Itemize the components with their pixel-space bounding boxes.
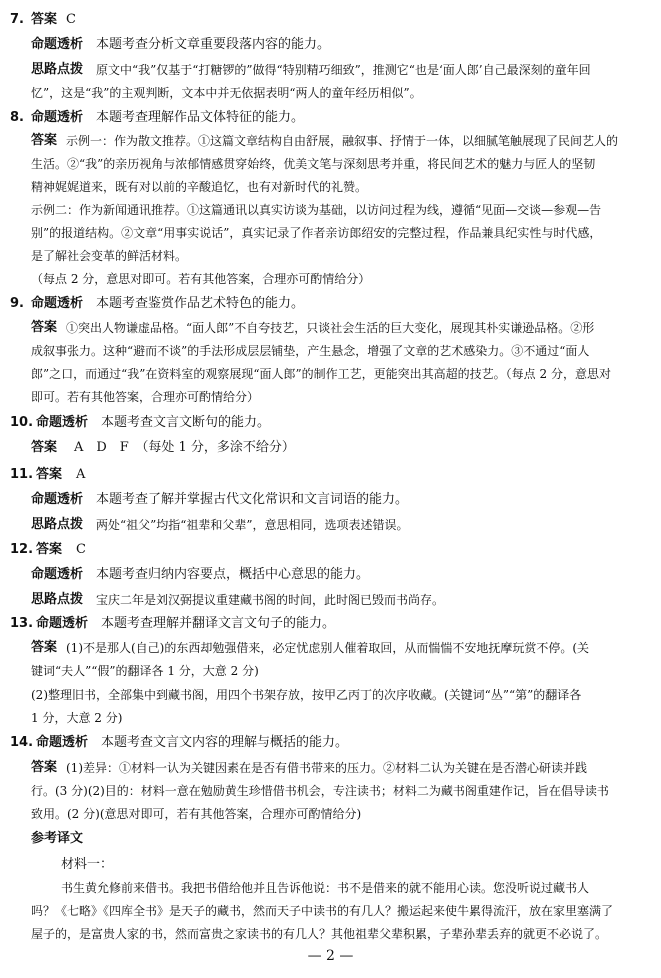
q10-number: 10.: [10, 415, 34, 430]
q14-analysis-text: 本题考查文言文内容的理解与概括的能力。: [101, 735, 349, 750]
q10-analysis-label: 命题透析: [36, 415, 89, 430]
q12-answer-text: C: [76, 542, 86, 557]
q7-hint-text: 原文中“我”仅基于“打糖锣的”做得“特别精巧细致”，推测它“也是‘面人郎’自己最深刻的童年回: [96, 63, 591, 77]
q10-answer-text: A D F （每处 1 分，多涂不给分）: [74, 440, 295, 455]
q8-analysis-text: 本题考查理解作品文体特征的能力。: [96, 110, 305, 125]
page-number: — 2 —: [307, 948, 354, 964]
q7-analysis-label: 命题透析: [31, 37, 84, 52]
q14-answer-label: 答案: [31, 760, 58, 775]
reference-translation-label: 参考译文: [31, 831, 84, 846]
q9-number: 9.: [10, 296, 24, 311]
q7-answer-label: 答案: [31, 12, 58, 27]
q11-analysis-label: 命题透析: [31, 492, 84, 507]
q8-answer-label: 答案: [31, 133, 58, 148]
q10-answer-label: 答案: [31, 440, 58, 455]
q10-analysis-text: 本题考查文言文断句的能力。: [101, 415, 271, 430]
q8-answer-text: 示例一：作为散文推荐。①这篇文章结构自由舒展，融叙事、抒情于一体，以细腻笔触展现了民间艺人的: [66, 134, 619, 148]
q11-analysis-text: 本题考查了解并掌握古代文化常识和文言词语的能力。: [96, 492, 409, 507]
q14-analysis-label: 命题透析: [36, 735, 89, 750]
q14-answer-text: (1)差异：①材料一认为关键因素在是否有借书带来的压力。②材料二认为关键在是否潜心研读并践: [66, 761, 588, 775]
q11-answer-label: 答案: [36, 467, 63, 482]
q13-answer-label: 答案: [31, 640, 58, 655]
q7-hint-label: 思路点拨: [31, 62, 84, 77]
q8-analysis-label: 命题透析: [31, 110, 84, 125]
q7-number: 7.: [10, 12, 24, 27]
q12-analysis-label: 命题透析: [31, 567, 84, 582]
q12-number: 12.: [10, 542, 34, 557]
q8-number: 8.: [10, 110, 24, 125]
q13-answer-text: (1)不是那人(自己)的东西却勉强借来，必定忧虑别人催着取回，从而惴惴不安地抚摩玩赏不停。(关: [66, 641, 590, 655]
q12-answer-label: 答案: [36, 542, 63, 557]
q11-hint-text: 两处“祖父”均指“祖辈和父辈”，意思相同，选项表述错误。: [96, 518, 409, 532]
q13-analysis-text: 本题考查理解并翻译文言文句子的能力。: [101, 616, 336, 631]
q9-analysis-label: 命题透析: [31, 296, 84, 311]
q11-number: 11.: [10, 467, 34, 482]
q11-answer-text: A: [76, 467, 86, 482]
q9-analysis-text: 本题考查鉴赏作品艺术特色的能力。: [96, 296, 305, 311]
q7-analysis-text: 本题考查分析文章重要段落内容的能力。: [96, 37, 331, 52]
q14-number: 14.: [10, 735, 34, 750]
answer-key-page: 7. 答案 C 命题透析 本题考查分析文章重要段落内容的能力。 思路点拨 原文中“我”仅基于“打糖锣的”做得“特别精巧细致”，推测它“也是‘面人郎’自己最深刻的童年回 忆”，这是“我”的主观判断，文本中并无依据表明“两人的童年经历相似”。 8. 命题透析 本题考查理解作品文体特征的能力。 答案 示例一：作为散文推荐。①这篇文章结构自由舒展，融叙事、抒情于一体，以细腻笔触展现了民间艺人的 生活。②“我”的亲历视角与浓郁情感贯穿始终，优美文笔与深刻思考并重，将民间艺术的魅力与匠人的坚韧 精神娓娓道来，既有对以前的辛酸追忆，也有对新时代的礼赞。 示例二：作为新闻通讯推荐。①这篇通讯以真实访谈为基础，以访问过程为线，遵循“见面—交谈—参观—告 别”的报道结构。②文章“用事实说话”，真实记录了作者亲访郎绍安的完整过程，作品兼具纪实性与时代感， 是了解社会变革的鲜活材料。 （每点 2 分，意思对即可。若有其他答案，合理亦可酌情给分） 9. 命题透析 本题考查鉴赏作品艺术特色的能力。 答案 ①突出人物谦虚品格。“面人郎”不自夸技艺，只谈社会生活的巨大变化，展现其朴实谦逊品格。②形 成叙事张力。这种“避而不谈”的手法形成层层铺垫，产生悬念，增强了文章的艺术感染力。③不通过“面人 郎”之口，而通过“我”在资料室的观察展现“面人郎”的制作工艺，更能突出其高超的技艺。（每点 2 分，意思对 即可。若有其他答案，合理亦可酌情给分） 10. 命题透析 本题考查文言文断句的能力。 答案 A D F （每处 1 分，多涂不给分） 11. 答案 A 命题透析 本题考查了解并掌握古代文化常识和文言词语的能力。 思路点拨 两处“祖父”均指“祖辈和父辈”，意思相同，选项表述错误。 12. 答案 C 命题透析 本题考查归纳内容要点，概括中心意思的能力。 思路点拨 宝庆二年是刘汉弼提议重建藏书阁的时间，此时阁已毁而书尚存。 13. 命题透析 本题考查理解并翻译文言文句子的能力。 答案 (1)不是那人(自己)的东西却勉强借来，必定忧虑别人催着取回，从而惴惴不安地抚摩玩赏不停。(关 键词“夫人”“假”的翻译各 1 分，大意 2 分) (2)整理旧书，全部集中到藏书阁，用四个书架存放，按甲乙丙丁的次序收藏。(关键词“丛”“第”的翻译各 1 分，大意 2 分) 14. 命题透析 本题考查文言文内容的理解与概括的能力。 答案 (1)差异：①材料一认为关键因素在是否有借书带来的压力。②材料二认为关键在是否潜心研读并践 行。(3 分)(2)目的：材料一意在勉励黄生珍惜借书机会，专注读书；材料二为藏书阁重建作记，旨在倡导读书 致用。(2 分)(意思对即可，若有其他答案，合理亦可酌情给分) 参考译文 材料一： 书生黄允修前来借书。我把书借给他并且告诉他说：书不是借来的就不能用心读。您没听说过藏书人 吗？《七略》《四库全书》是天子的藏书，然而天子中读书的有几人？搬运起来使牛累得流汗，放在家里塞满了 屋子的，是富贵人家的书，然而富贵之家读书的有几人？其他祖辈父辈积累，子辈孙辈丢弃的就更不必说了。 — 2 —: [0, 0, 661, 978]
q13-number: 13.: [10, 616, 34, 631]
q13-analysis-label: 命题透析: [36, 616, 89, 631]
q7-answer-text: C: [66, 12, 76, 27]
q9-answer-text: ①突出人物谦虚品格。“面人郎”不自夸技艺，只谈社会生活的巨大变化，展现其朴实谦逊品格。②形: [66, 321, 595, 335]
q11-hint-label: 思路点拨: [31, 517, 84, 532]
q9-answer-label: 答案: [31, 320, 58, 335]
q12-hint-label: 思路点拨: [31, 592, 84, 607]
q12-hint-text: 宝庆二年是刘汉弼提议重建藏书阁的时间，此时阁已毁而书尚存。: [96, 593, 445, 607]
q12-analysis-text: 本题考查归纳内容要点，概括中心意思的能力。: [96, 567, 370, 582]
